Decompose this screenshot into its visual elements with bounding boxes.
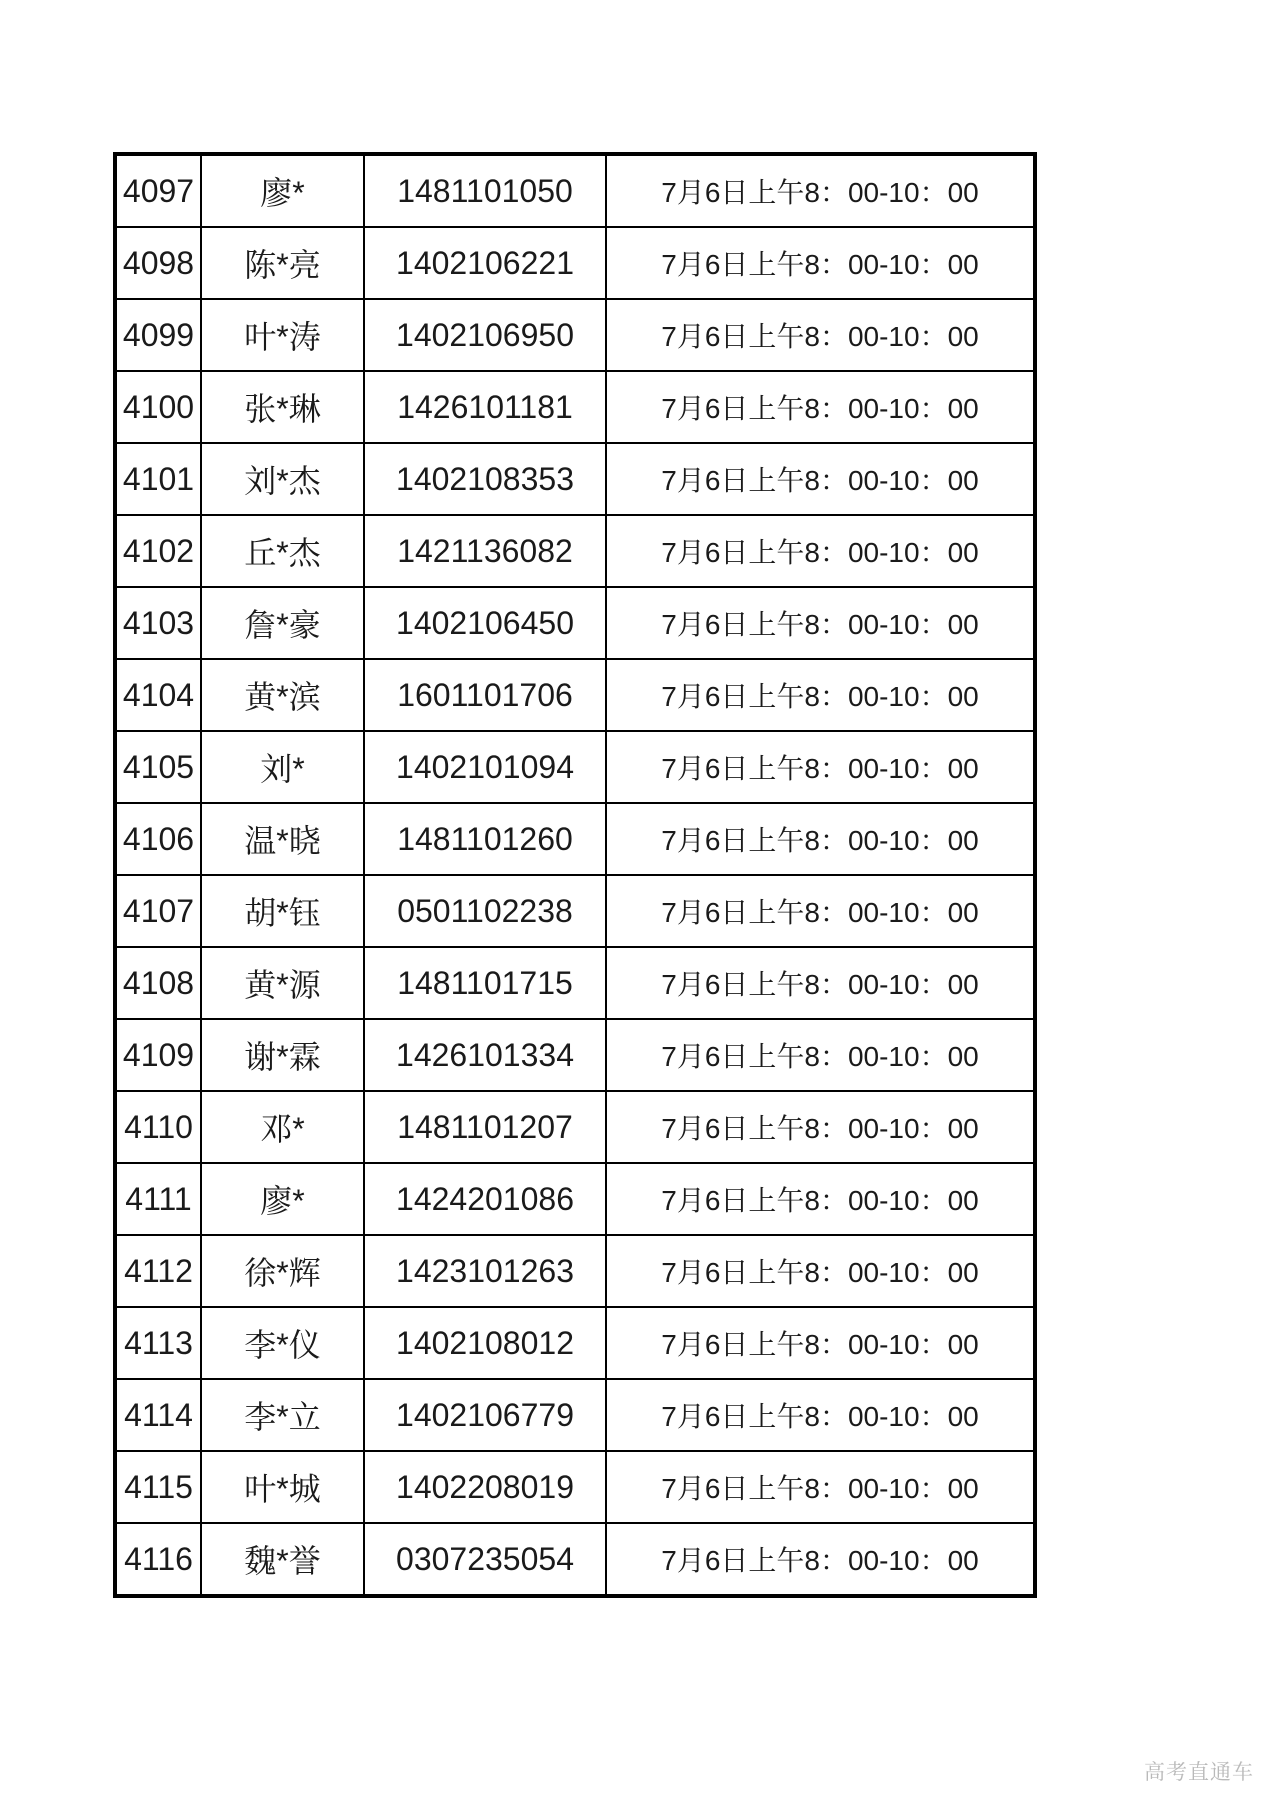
candidate-id-cell: 1402108012: [364, 1307, 606, 1379]
table-row: [115, 1235, 1035, 1307]
table-row: [115, 1451, 1035, 1523]
name-cell: 詹*豪: [201, 587, 364, 659]
exam-schedule-table: [113, 152, 1037, 1598]
table-row: [115, 731, 1035, 803]
watermark: 高考直通车: [1144, 1761, 1254, 1784]
exam-time-cell: 7月6日上午8：00-10：00: [606, 515, 1035, 587]
exam-time-cell: 7月6日上午8：00-10：00: [606, 1235, 1035, 1307]
exam-time-cell: 7月6日上午8：00-10：00: [606, 443, 1035, 515]
seq-cell: 4103: [115, 587, 201, 659]
table-row: [115, 1379, 1035, 1451]
name-cell: 邓*: [201, 1091, 364, 1163]
seq-cell: 4106: [115, 803, 201, 875]
table-row: [115, 587, 1035, 659]
exam-time-cell: 7月6日上午8：00-10：00: [606, 659, 1035, 731]
candidate-id-cell: 1423101263: [364, 1235, 606, 1307]
exam-time-cell: 7月6日上午8：00-10：00: [606, 1379, 1035, 1451]
exam-time-cell: 7月6日上午8：00-10：00: [606, 1523, 1035, 1596]
candidate-id-cell: 1426101334: [364, 1019, 606, 1091]
table-row: [115, 803, 1035, 875]
seq-cell: 4114: [115, 1379, 201, 1451]
seq-cell: 4107: [115, 875, 201, 947]
table-row: [115, 1091, 1035, 1163]
exam-time-cell: 7月6日上午8：00-10：00: [606, 1019, 1035, 1091]
candidate-id-cell: 1481101715: [364, 947, 606, 1019]
exam-time-cell: 7月6日上午8：00-10：00: [606, 803, 1035, 875]
name-cell: 黄*源: [201, 947, 364, 1019]
name-cell: 刘*: [201, 731, 364, 803]
table-row: [115, 371, 1035, 443]
seq-cell: 4102: [115, 515, 201, 587]
seq-cell: 4112: [115, 1235, 201, 1307]
name-cell: 叶*涛: [201, 299, 364, 371]
table-row: [115, 1163, 1035, 1235]
name-cell: 张*琳: [201, 371, 364, 443]
table-row: [115, 154, 1035, 227]
seq-cell: 4104: [115, 659, 201, 731]
candidate-id-cell: 1424201086: [364, 1163, 606, 1235]
table-row: [115, 443, 1035, 515]
candidate-id-cell: 1402106450: [364, 587, 606, 659]
candidate-id-cell: 1402106950: [364, 299, 606, 371]
seq-cell: 4110: [115, 1091, 201, 1163]
candidate-id-cell: 1481101260: [364, 803, 606, 875]
candidate-id-cell: 1402106779: [364, 1379, 606, 1451]
name-cell: 黄*滨: [201, 659, 364, 731]
table-row: [115, 1019, 1035, 1091]
name-cell: 李*仪: [201, 1307, 364, 1379]
name-cell: 廖*: [201, 154, 364, 227]
candidate-id-cell: 1402108353: [364, 443, 606, 515]
seq-cell: 4100: [115, 371, 201, 443]
candidate-id-cell: 1421136082: [364, 515, 606, 587]
name-cell: 徐*辉: [201, 1235, 364, 1307]
name-cell: 廖*: [201, 1163, 364, 1235]
table-row: [115, 1307, 1035, 1379]
candidate-id-cell: 1601101706: [364, 659, 606, 731]
exam-time-cell: 7月6日上午8：00-10：00: [606, 731, 1035, 803]
seq-cell: 4099: [115, 299, 201, 371]
exam-time-cell: 7月6日上午8：00-10：00: [606, 299, 1035, 371]
seq-cell: 4101: [115, 443, 201, 515]
seq-cell: 4116: [115, 1523, 201, 1596]
candidate-id-cell: 1481101050: [364, 154, 606, 227]
name-cell: 谢*霖: [201, 1019, 364, 1091]
candidate-id-cell: 1402101094: [364, 731, 606, 803]
name-cell: 陈*亮: [201, 227, 364, 299]
schedule-table-body: [115, 154, 1035, 1596]
table-row: [115, 515, 1035, 587]
table-row: [115, 1523, 1035, 1596]
table-row: [115, 299, 1035, 371]
name-cell: 温*晓: [201, 803, 364, 875]
table-row: [115, 947, 1035, 1019]
seq-cell: 4098: [115, 227, 201, 299]
exam-time-cell: 7月6日上午8：00-10：00: [606, 1307, 1035, 1379]
exam-time-cell: 7月6日上午8：00-10：00: [606, 154, 1035, 227]
exam-time-cell: 7月6日上午8：00-10：00: [606, 947, 1035, 1019]
seq-cell: 4111: [115, 1163, 201, 1235]
seq-cell: 4109: [115, 1019, 201, 1091]
exam-time-cell: 7月6日上午8：00-10：00: [606, 587, 1035, 659]
seq-cell: 4097: [115, 154, 201, 227]
name-cell: 胡*钰: [201, 875, 364, 947]
seq-cell: 4113: [115, 1307, 201, 1379]
exam-time-cell: 7月6日上午8：00-10：00: [606, 227, 1035, 299]
seq-cell: 4115: [115, 1451, 201, 1523]
table-row: [115, 227, 1035, 299]
candidate-id-cell: 1402208019: [364, 1451, 606, 1523]
candidate-id-cell: 0307235054: [364, 1523, 606, 1596]
exam-time-cell: 7月6日上午8：00-10：00: [606, 875, 1035, 947]
name-cell: 叶*城: [201, 1451, 364, 1523]
name-cell: 魏*誉: [201, 1523, 364, 1596]
name-cell: 刘*杰: [201, 443, 364, 515]
candidate-id-cell: 0501102238: [364, 875, 606, 947]
seq-cell: 4105: [115, 731, 201, 803]
candidate-id-cell: 1402106221: [364, 227, 606, 299]
seq-cell: 4108: [115, 947, 201, 1019]
table-row: [115, 659, 1035, 731]
exam-time-cell: 7月6日上午8：00-10：00: [606, 371, 1035, 443]
table-row: [115, 875, 1035, 947]
exam-time-cell: 7月6日上午8：00-10：00: [606, 1163, 1035, 1235]
name-cell: 李*立: [201, 1379, 364, 1451]
name-cell: 丘*杰: [201, 515, 364, 587]
exam-time-cell: 7月6日上午8：00-10：00: [606, 1091, 1035, 1163]
candidate-id-cell: 1426101181: [364, 371, 606, 443]
exam-time-cell: 7月6日上午8：00-10：00: [606, 1451, 1035, 1523]
candidate-id-cell: 1481101207: [364, 1091, 606, 1163]
